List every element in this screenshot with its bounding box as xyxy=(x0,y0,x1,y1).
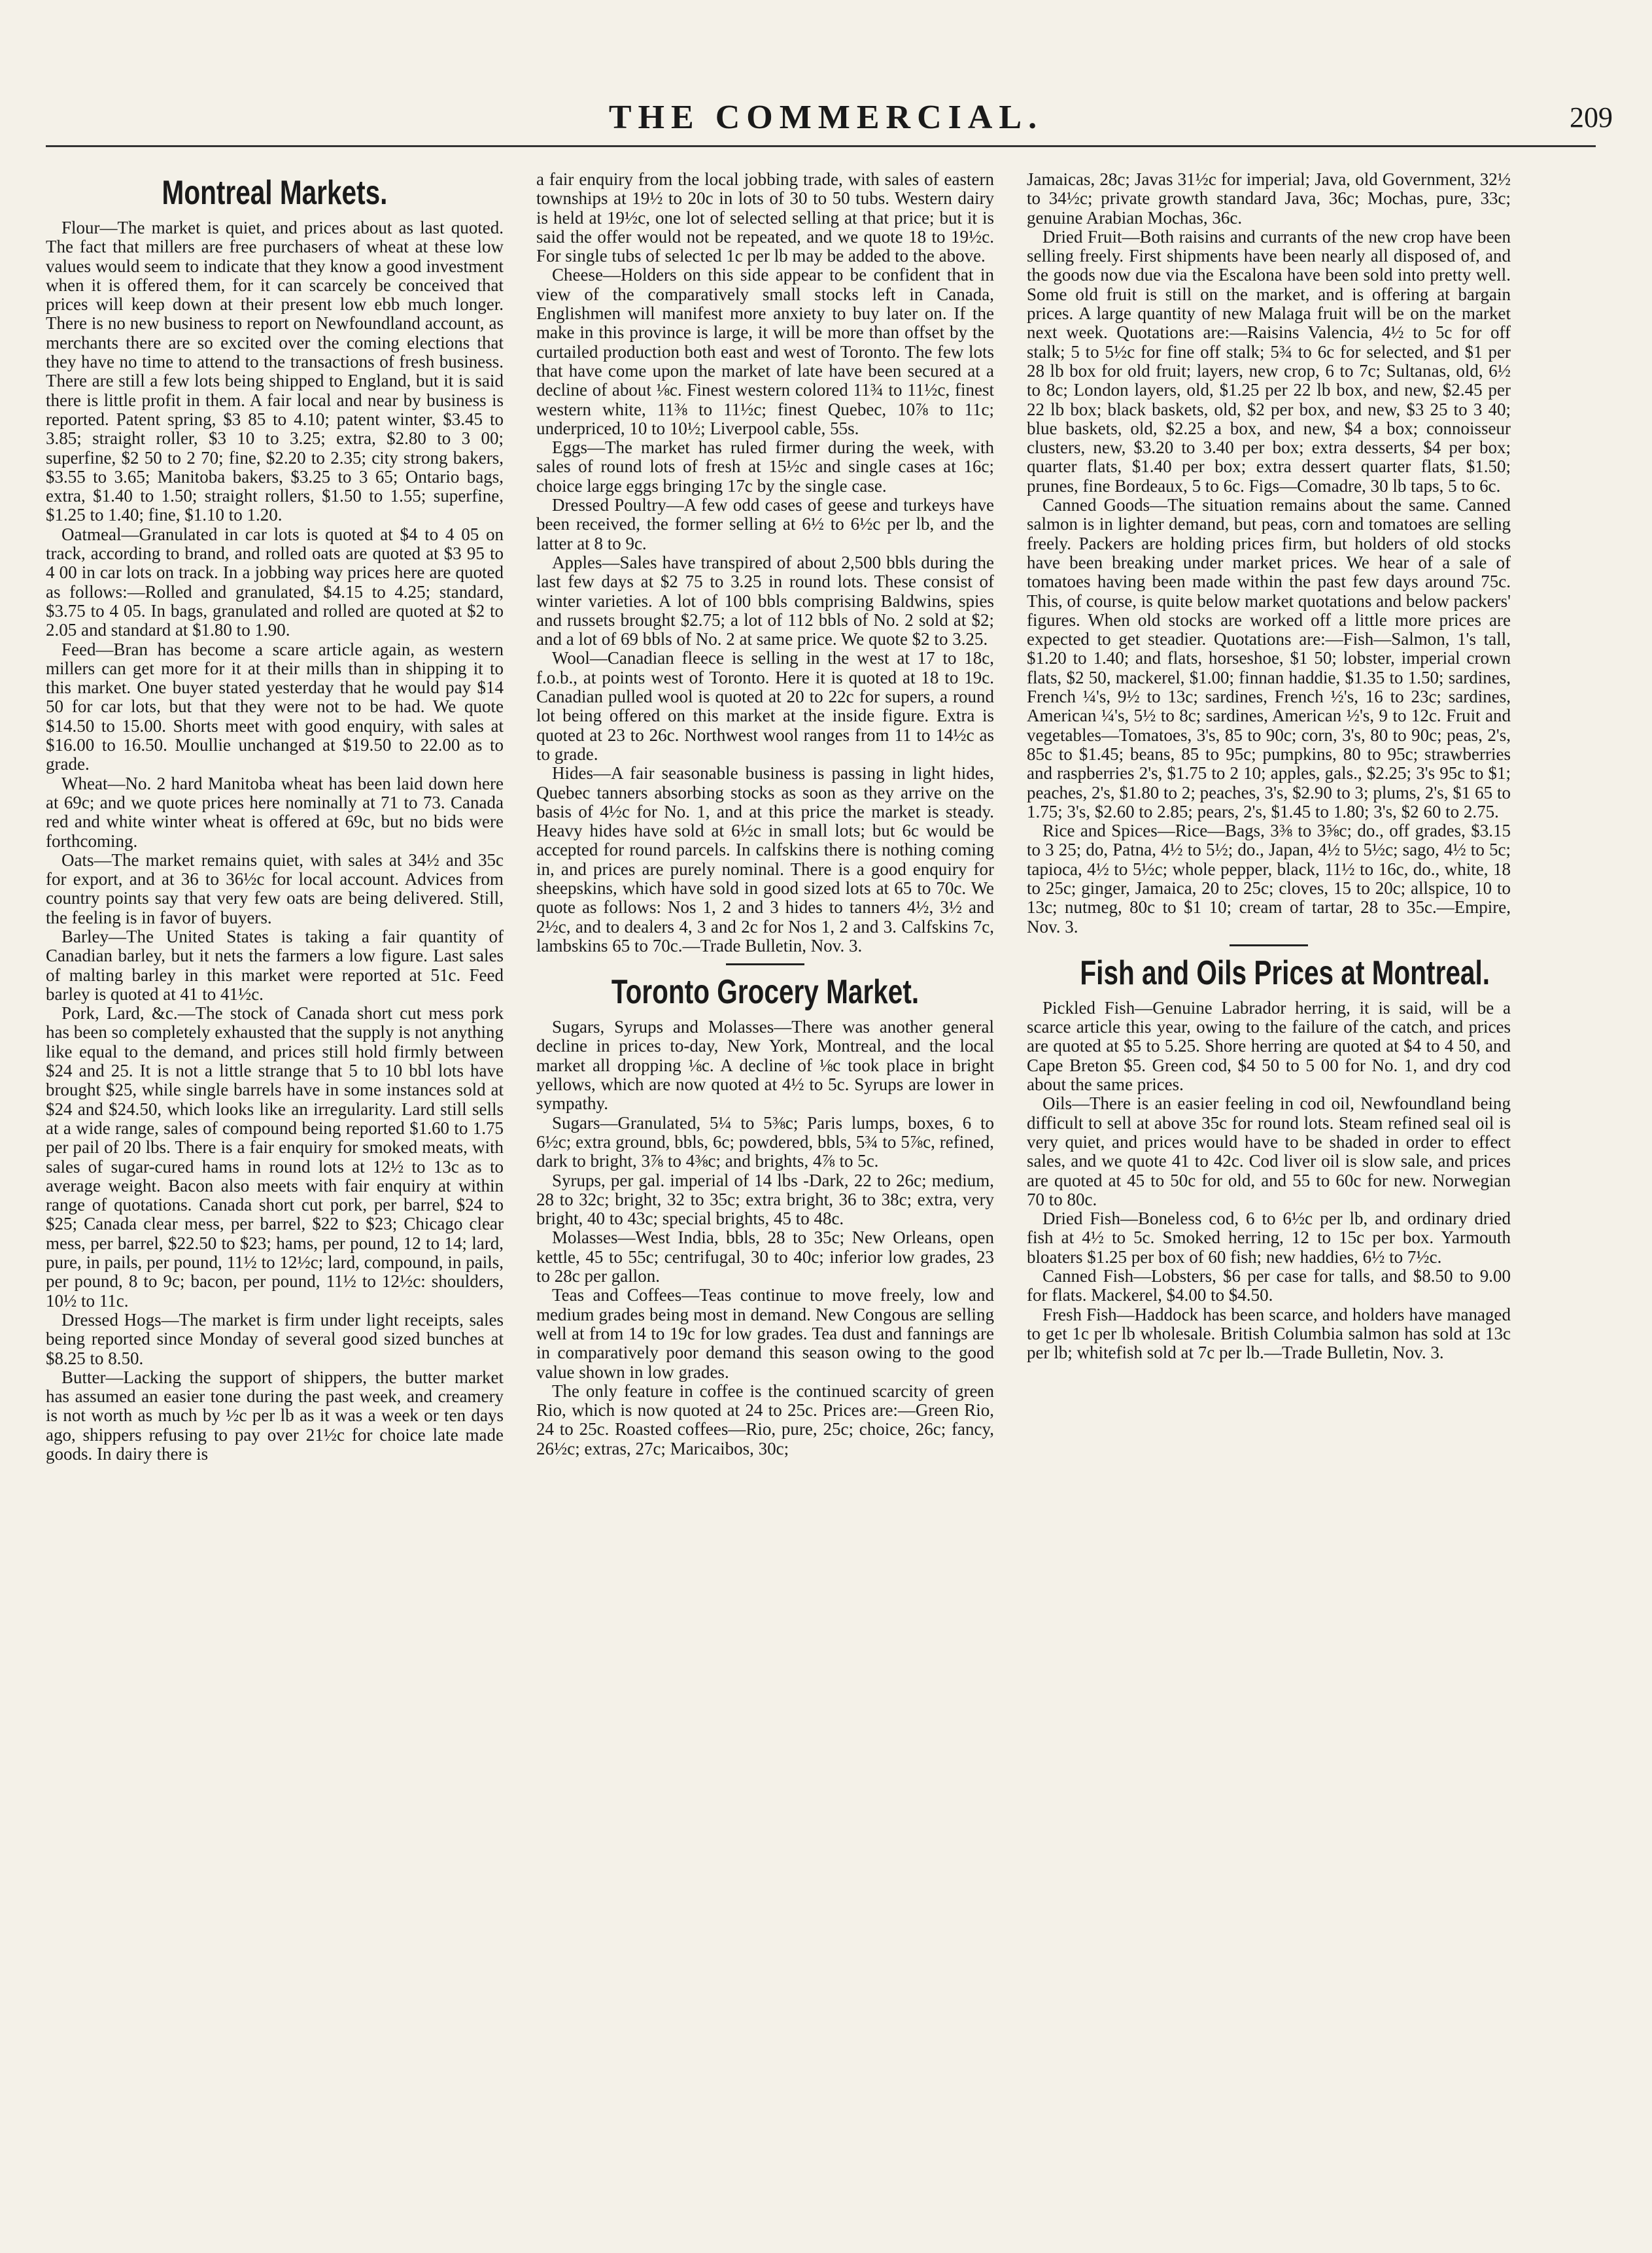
paragraph: Oatmeal—Granulated in car lots is quoted at $4 to 4 05 on track, according to brand, and rolled oats are quoted at $3 95 to 4 00 in car lots on track. In a jobbing way prices here are quoted as follows:—Rolled and granulated, $4.15 to 4.25; standard, $3.75 to 4 05. In bags, granulated and rolled are quoted at $2 to 2.05 and standard at $1.80 to 1.90. xyxy=(46,524,504,640)
masthead-title: THE COMMERCIAL. xyxy=(608,99,1044,136)
paragraph: Canned Fish—Lobsters, $6 per case for talls, and $8.50 to 9.00 for flats. Mackerel, $4.00 to $4.50. xyxy=(1027,1266,1511,1305)
paragraph: Wool—Canadian fleece is selling in the west at 17 to 18c, f.o.b., at points west of Toronto. Here it is quoted at 18 to 19c. Canadian pulled wool is quoted at 20 to 22c for supers, a round lot being offered on this market at the inside figure. Extra is quoted at 23 to 26c. Northwest wool ranges from 11 to 14½c as to grade. xyxy=(536,648,994,764)
paragraph: Pork, Lard, &c.—The stock of Canada short cut mess pork has been so completely exhausted that the supply is not anything like equal to the demand, and prices still hold firmly between $24 and 25. It is not a little strange that 5 to 10 bbl lots have brought $25, while single barrels have in some instances sold at $24 and $24.50, which looks like an irregularity. Lard still sells at a wide range, sales of compound being reported $1.60 to 1.75 per pail of 20 lbs. There is a fair enquiry for smoked meats, with sales of sugar-cured hams in round lots at 12½ to 13c as to average weight. Bacon also meets with fair enquiry at within range of quotations. Canada short cut pork, per barrel, $24 to $25; Canada clear mess, per barrel, $22 to $23; Chicago clear mess, per barrel, $22.50 to $23; hams, per pound, 12 to 14; lard, pure, in pails, per pound, 11½ to 12½c; lard, compound, in pails, per pound, 8 to 9c; bacon, per pound, 11½ to 12½c: shoulders, 10½ to 11c. xyxy=(46,1003,504,1311)
paragraph: Fresh Fish—Haddock has been scarce, and holders have managed to get 1c per lb wholesale. British Columbia salmon has sold at 13c per lb; whitefish sold at 7c per lb.—Trade Bulletin, Nov. 3. xyxy=(1027,1304,1511,1363)
paragraph: a fair enquiry from the local jobbing trade, with sales of eastern townships at 19½ to 20c in lots of 30 to 50 tubs. Western dairy is held at 19½c, one lot of selected selling at that price; but it is said the offer would not be repeated, and we quote 18 to 19½c. For single tubs of selected 1c per lb may be added to the above. xyxy=(536,169,994,266)
paragraph: Sugars—Granulated, 5¼ to 5⅜c; Paris lumps, boxes, 6 to 6½c; extra ground, bbls, 6c; powdered, bbls, 5¾ to 5⅞c, refined, dark to bright, 3⅞ to 4⅜c; and brights, 4⅞ to 5c. xyxy=(536,1112,994,1171)
column-1 xyxy=(46,170,504,1464)
paragraph: Butter—Lacking the support of shippers, the butter market has assumed an easier tone during the past week, and creamery is not worth as much by ½c per lb as it was a week or ten days ago, shippers refusing to pay over 21½c for choice late made goods. In dairy there is xyxy=(46,1367,504,1464)
paragraph: Rice and Spices—Rice—Bags, 3⅜ to 3⅝c; do., off grades, $3.15 to 3 25; do, Patna, 4½ to 5½; do., Japan, 4½ to 5½c; sago, 4½ to 5c; tapioca, 4½ to 5½c; whole pepper, black, 11½ to 16c, do., white, 18 to 25c; ginger, Jamaica, 20 to 25c; cloves, 15 to 20c; allspice, 10 to 13c; nutmeg, 80c to $1 10; cream of tartar, 28 to 35c.—Empire, Nov. 3. xyxy=(1027,821,1511,937)
paragraph: Syrups, per gal. imperial of 14 lbs -Dark, 22 to 26c; medium, 28 to 32c; bright, 32 to 35c; extra bright, 36 to 38c; extra, very bright, 40 to 43c; special brights, 45 to 48c. xyxy=(536,1170,994,1229)
paragraph: Pickled Fish—Genuine Labrador herring, it is said, will be a scarce article this year, owing to the failure of the catch, and prices are quoted at $5 to 5.25. Shore herring are quoted at $4 to 4 50, and Cape Breton $5. Green cod, $4 50 to 5 00 for No. 1, and dry cod about the same prices. xyxy=(1027,997,1511,1095)
paragraph: Molasses—West India, bbls, 28 to 35c; New Orleans, open kettle, 45 to 55c; centrifugal, 30 to 40c; inferior low grades, 23 to 28c per gallon. xyxy=(536,1228,994,1286)
paragraph: Sugars, Syrups and Molasses—There was another general decline in prices to-day, New York, Montreal, and the local market all dropping ⅛c. A decline of ⅛c took place in bright yellows, which are now quoted at 4½ to 5c. Syrups are lower in sympathy. xyxy=(536,1017,994,1114)
paragraph: Feed—Bran has become a scare article again, as western millers can get more for it at their mills than in shipping it to this market. One buyer stated yesterday that he would pay $14 50 for car lots, but that they were not to be had. We quote $14.50 to 15.00. Shorts meet with good enquiry, with sales at $16.00 to 16.50. Moullie unchanged at $19.50 to 22.00 as to grade. xyxy=(46,639,504,774)
paragraph: Wheat—No. 2 hard Manitoba wheat has been laid down here at 69c; and we quote prices here nominally at 71 to 73. Canada red and white winter wheat is offered at 69c, but no bids were forthcoming. xyxy=(46,773,504,851)
column-3 xyxy=(1027,170,1511,1363)
paragraph: Dressed Hogs—The market is firm under light receipts, sales being reported since Monday of several good sized bunches at $8.25 to 8.50. xyxy=(46,1309,504,1368)
masthead xyxy=(0,98,1652,137)
page-number: 209 xyxy=(1570,101,1613,133)
paragraph: Barley—The United States is taking a fair quantity of Canadian barley, but it nets the farmers a low figure. Last sales of malting barley in this market were reported at 51c. Feed barley is quoted at 41 to 41½c. xyxy=(46,926,504,1004)
paragraph: Teas and Coffees—Teas continue to move freely, low and medium grades being most in demand. New Congous are selling well at from 14 to 19c for low grades. Tea dust and fannings are in comparatively poor demand this season owing to the good value shown in low grades. xyxy=(536,1285,994,1382)
paragraph: Eggs—The market has ruled firmer during the week, with sales of round lots of fresh at 15½c and single cases at 16c; choice large eggs bringing 17c by the single case. xyxy=(536,438,994,496)
column-2 xyxy=(536,170,994,1458)
paragraph: Dried Fruit—Both raisins and currants of the new crop have been selling freely. First shipments have been nearly all disposed of, and the goods now due via the Escalona have been sold into pretty well. Some old fruit is still on the market, and is offering at bargain prices. A large quantity of new Malaga fruit will be on the market next week. Quotations are:—Raisins Valencia, 4½ to 5c for off stalk; 5 to 5½c for fine off stalk; 5¾ to 6c for selected, and $1 per 28 lb box for old fruit; layers, new crop, 6 to 7c; Sultanas, old, 6½ to 8c; London layers, old, $1.25 per 22 lb box, and new, $2.45 per 22 lb box; black baskets, old, $2 per box, and new, $3 25 to 3 40; blue baskets, old, $2.25 a box, and new, $4 a box; connoisseur clusters, new, $3.20 to 3.40 per box; extra desserts, $4 per box; quarter flats, $1.40 per box; extra dessert quarter flats, $1.50; prunes, fine Bordeaux, 5 to 6c. Figs—Comadre, 30 lb taps, 5 to 6c. xyxy=(1027,226,1511,496)
paragraph: Jamaicas, 28c; Javas 31½c for imperial; Java, old Government, 32½ to 34½c; private growth standard Java, 36c; Mochas, pure, 33c; genuine Arabian Mochas, 36c. xyxy=(1027,169,1511,228)
section-separator xyxy=(726,963,804,965)
masthead-rule xyxy=(46,145,1596,147)
paragraph: Oils—There is an easier feeling in cod oil, Newfoundland being difficult to sell at above 35c for round lots. Steam refined seal oil is very quiet, and prices would have to be shaded in order to effect sales, and we quote 41 to 42c. Cod liver oil is slow sale, and prices are quoted at 45 to 50c for old, and 55 to 60c for new. Norwegian 70 to 80c. xyxy=(1027,1093,1511,1209)
article-heading: Montreal Markets. xyxy=(162,174,388,212)
paragraph: Dressed Poultry—A few odd cases of geese and turkeys have been received, the former selling at 6½ to 6½c per lb, and the latter at 8 to 9c. xyxy=(536,495,994,553)
paragraph: Oats—The market remains quiet, with sales at 34½ and 35c for export, and at 36 to 36½c for local account. Advices from country points say that very few oats are being delivered. Still, the feeling is in favor of buyers. xyxy=(46,850,504,927)
paragraph: Cheese—Holders on this side appear to be confident that in view of the comparatively small stocks left in Canada, Englishmen will manifest more anxiety to buy later on. If the make in this province is large, it will be more than offset by the curtailed production both east and west of Toronto. The few lots that have come upon the market of late have been secured at a decline of about ⅛c. Finest western colored 11¾ to 11½c, finest western white, 11⅜ to 11½c; finest Quebec, 10⅞ to 11c; underpriced, 10 to 10½; Liverpool cable, 55s. xyxy=(536,265,994,438)
paragraph: Flour—The market is quiet, and prices about as last quoted. The fact that millers are free purchasers of wheat at these low values would seem to indicate that they know a good investment when it is offered them, for it can scarcely be conceived that prices will keep down at their present low ebb much longer. There is no new business to report on Newfoundland account, as merchants there are so excited over the coming elections that they have no time to attend to the transactions of fresh business. There are still a few lots being shipped to England, but it is said there is little profit in them. A fair local and near by business is reported. Patent spring, $3 85 to 4.10; patent winter, $3.45 to 3.85; straight roller, $3 10 to 3.25; extra, $2.80 to 3 00; superfine, $2 50 to 2 70; fine, $2.20 to 2.35; city strong bakers, $3.55 to 3.65; Manitoba bakers, $3.25 to 3 65; Ontario bags, extra, $1.40 to 1.50; straight rollers, $1.50 to 1.55; superfine, $1.25 to 1.40; fine, $1.10 to 1.20. xyxy=(46,218,504,525)
paragraph: Hides—A fair seasonable business is passing in light hides, Quebec tanners absorbing stocks as soon as they arrive on the basis of 4½c for No. 1, and at this price the market is steady. Heavy hides have sold at 6½c in small lots; but 6c would be accepted for round parcels. In calfskins there is nothing coming in, and prices are purely nominal. There is a good enquiry for sheepskins, which have sold in good sized lots at 65 to 70c. We quote as follows: Nos 1, 2 and 3 hides to tanners 4½, 3½ and 2½c, and to dealers 4, 3 and 2c for Nos 1, 2 and 3. Calfskins 7c, lambskins 65 to 70c.—Trade Bulletin, Nov. 3. xyxy=(536,763,994,955)
article-heading: Toronto Grocery Market. xyxy=(611,973,920,1012)
paragraph: Dried Fish—Boneless cod, 6 to 6½c per lb, and ordinary dried fish at 4½ to 5c. Smoked herring, 12 to 15c per box. Yarmouth bloaters $1.25 per box of 60 fish; new haddies, 6½ to 7½c. xyxy=(1027,1209,1511,1267)
paragraph: Apples—Sales have transpired of about 2,500 bbls during the last few days at $2 75 to 3.25 in round lots. These consist of winter varieties. A lot of 100 bbls comprising Baldwins, spies and russets brought $2.75; a lot of 112 bbls of No. 2 sold at $2; and a lot of 69 bbls of No. 2 at same price. We quote $2 to 3.25. xyxy=(536,552,994,649)
article-heading: Fish and Oils Prices at Montreal. xyxy=(1080,954,1490,992)
paragraph: Canned Goods—The situation remains about the same. Canned salmon is in lighter demand, but peas, corn and tomatoes are selling freely. Packers are holding prices firm, but holders of old stocks have been breaking under market prices. We hear of a sale of tomatoes having been made within the past few days around 75c. This, of course, is quite below market quotations and below packers' figures. When old stocks are worked off a little more prices are expected to get steadier. Quotations are:—Fish—Salmon, 1's tall, $1.20 to 1.40; and flats, horseshoe, $1 50; lobster, imperial crown flats, $2 50, mackerel, $1.00; finnan haddie, $1.35 to 1.50; sardines, French ¼'s, 9½ to 13c; sardines, French ½'s, 16 to 23c; sardines, American ¼'s, 5½ to 8c; sardines, American ½'s, 9 to 12c. Fruit and vegetables—Tomatoes, 3's, 85 to 90c; corn, 3's, 80 to 90c; peas, 2's, 85c to $1.45; beans, 85 to 95c; pumpkins, 80 to 95c; strawberries and raspberries 2's, $1.75 to 2 10; apples, gals., $2.25; 3's 95c to $1; peaches, 2's, $1.80 to 2; peaches, 3's, $2.90 to 3; plums, 2's, $1 65 to 1.75; 3's, $2.60 to 2.85; pears, 2's, $1.45 to 1.80; 3's, $2 60 to 2.75. xyxy=(1027,495,1511,821)
section-separator xyxy=(1230,944,1308,946)
paragraph: The only feature in coffee is the continued scarcity of green Rio, which is now quoted at 24 to 25c. Prices are:—Green Rio, 24 to 25c. Roasted coffees—Rio, pure, 25c; choice, 26c; fancy, 26½c; extras, 27c; Maricaibos, 30c; xyxy=(536,1381,994,1458)
